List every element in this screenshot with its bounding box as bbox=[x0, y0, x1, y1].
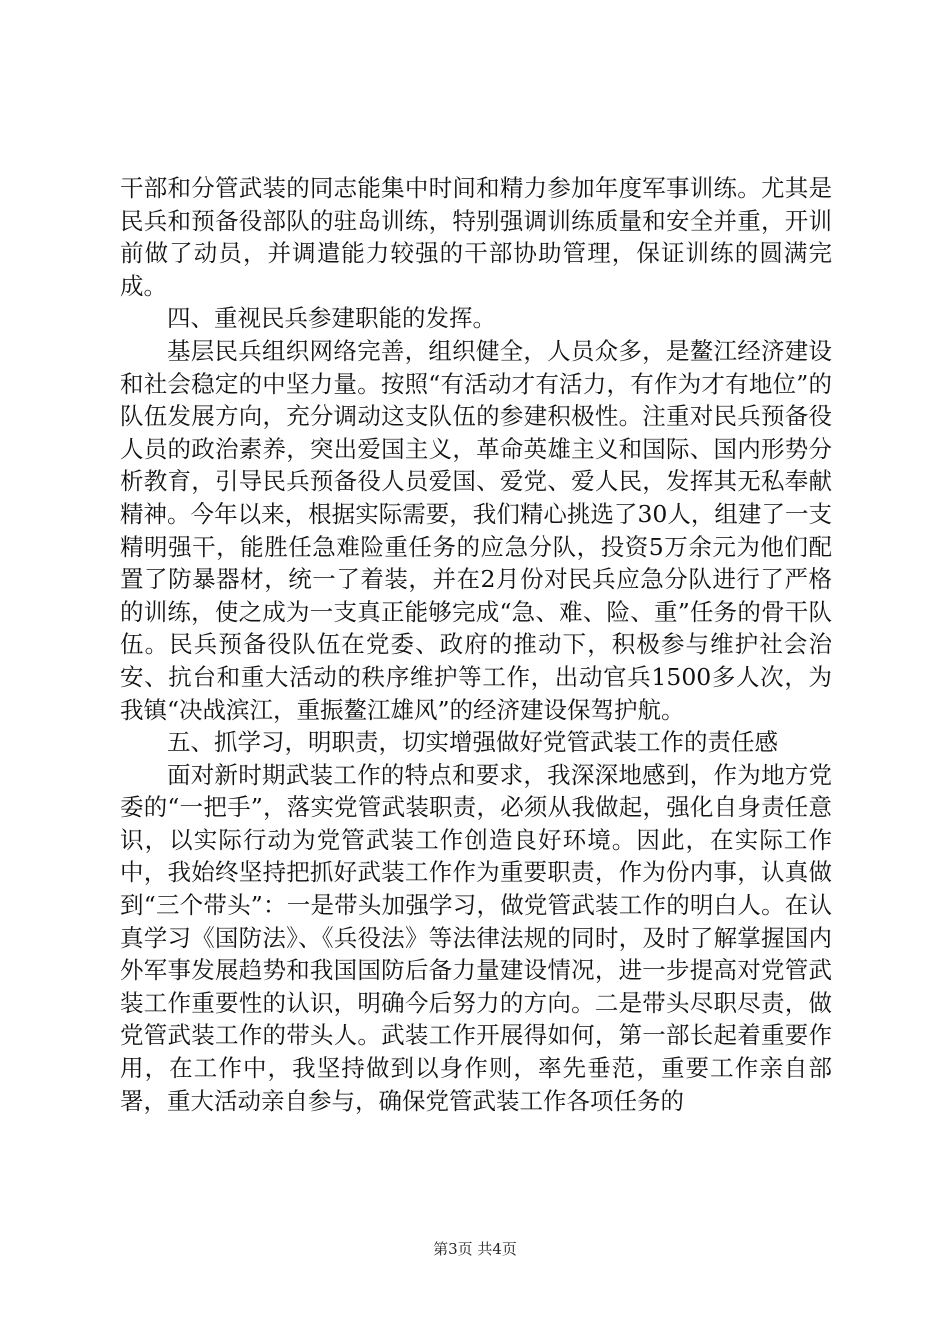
page-footer: 第3页 共4页 bbox=[433, 1240, 517, 1258]
section-heading-four: 四、重视民兵参建职能的发挥。 bbox=[167, 304, 496, 333]
paragraph-militia: 基层民兵组织网络完善，组织健全，人员众多，是鳌江经济建设和社会稳定的中坚力量。按照“有活动才有活力，有作为才有地位”的队伍发展方向，充分调动这支队伍的参建积极性。注重对民兵预备役人员的政治素养，突出爱国主义，革命英雄主义和国际、国内形势分析教育，引导民兵预备役人员爱国、爱党、爱人民，发挥其无私奉献精神。今年以来，根据实际需要，我们精心挑选了30人，组建了一支精明强干，能胜任急难险重任务的应急分队，投资5万余元为他们配置了防暴器材，统一了着装，并在2月份对民兵应急分队进行了严格的训练，使之成为一支真正能够完成“急、难、险、重”任务的骨干队伍。民兵预备役队伍在党委、政府的推动下，积极参与维护社会治安、抗台和重大活动的秩序维护等工作，出动官兵1500多人次，为我镇“决战滨江，重振鳌江雄风”的经济建设保驾护航。 bbox=[120, 336, 832, 724]
paragraph-responsibility: 面对新时期武装工作的特点和要求，我深深地感到，作为地方党委的“一把手”，落实党管武装职责，必须从我做起，强化自身责任意识，以实际行动为党管武装工作创造良好环境。因此，在实际工作中，我始终坚持把抓好武装工作作为重要职责，作为份内事，认真做到“三个带头”：一是带头加强学习，做党管武装工作的明白人。在认真学习《国防法》、《兵役法》等法律法规的同时，及时了解掌握国内外军事发展趋势和我国国防后备力量建设情况，进一步提高对党管武装工作重要性的认识，明确今后努力的方向。二是带头尽职尽责，做党管武装工作的带头人。武装工作开展得如何，第一部长起着重要作用，在工作中，我坚持做到以身作则，率先垂范，重要工作亲自部署，重大活动亲自参与，确保党管武装工作各项任务的 bbox=[120, 760, 832, 1115]
paragraph-continuation: 干部和分管武装的同志能集中时间和精力参加年度军事训练。尤其是民兵和预备役部队的驻岛训练，特别强调训练质量和安全并重，开训前做了动员，并调遣能力较强的干部协助管理，保证训练的圆满完成。 bbox=[120, 174, 832, 300]
section-heading-five: 五、抓学习，明职责，切实增强做好党管武装工作的责任感 bbox=[167, 728, 778, 757]
document-body bbox=[120, 172, 832, 1117]
